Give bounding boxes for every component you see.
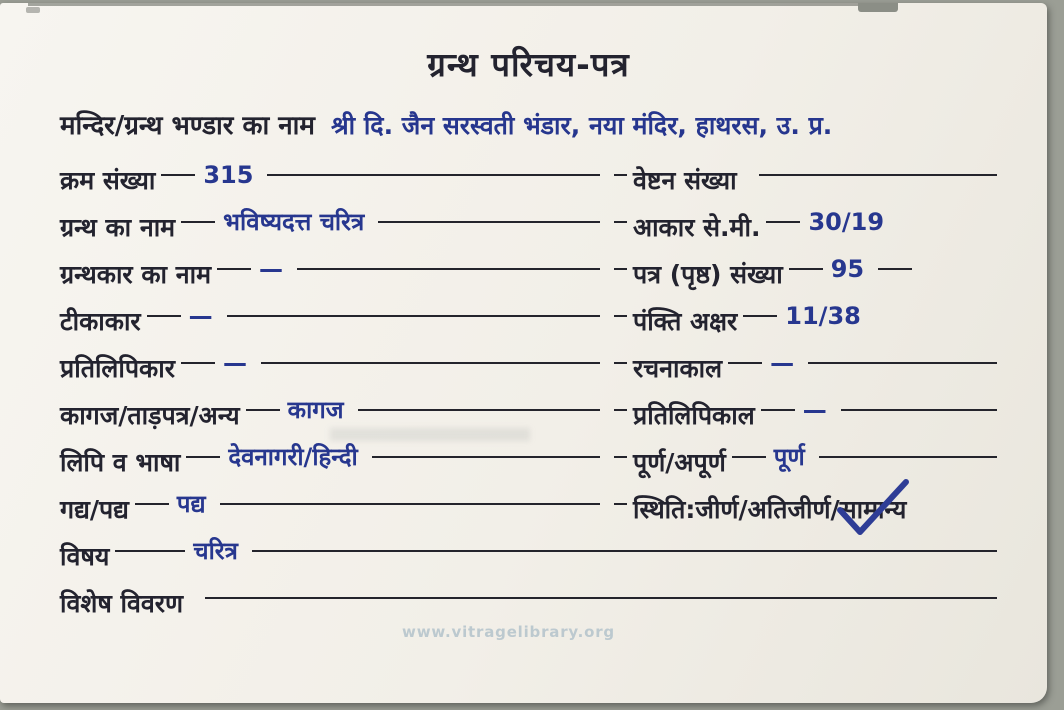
field-lines-letters [614,297,997,344]
rule-line [358,409,600,411]
rule-line [743,315,777,317]
field-label: वेष्टन संख्या [633,165,737,195]
field-label: टीकाकार [60,306,141,336]
rule-line [614,268,627,270]
field-label: पंक्ति अक्षर [633,306,738,336]
field-copy-date [614,391,997,438]
condition-option-label: सामान्य [839,494,907,524]
form-grid [60,156,997,626]
rule-line [227,315,600,317]
field-value: देवनागरी/हिन्दी [228,443,358,471]
field-value: — [188,301,213,330]
field-condition [614,485,997,532]
condition-checked-option [840,492,907,526]
field-value: — [802,395,827,424]
rule-line [878,268,912,270]
rule-line [161,174,195,176]
field-label: पूर्ण/अपूर्ण [633,447,726,477]
field-label: कागज/ताड़पत्र/अन्य [60,400,240,430]
rule-line [372,456,600,458]
rule-line [135,503,169,505]
form-row [60,156,997,203]
field-value: — [770,348,795,377]
rule-line [220,503,600,505]
rule-line [614,456,627,458]
form-row [60,532,997,579]
field-label: आकार से.मी. [633,212,761,242]
field-label: लिपि व भाषा [60,447,181,477]
field-label: पत्र (पृष्ठ) संख्या [633,259,783,289]
card-content [0,3,1047,703]
rule-line [761,409,795,411]
field-value: — [222,348,247,377]
field-label: प्रतिलिपिकाल [633,400,755,430]
rule-line [378,221,600,223]
field-value: भविष्यदत्त चरित्र [223,208,365,236]
field-label: रचनाकाल [633,353,723,383]
rule-line [186,456,220,458]
institution-value: श्री दि. जैन सरस्वती भंडार, नया मंदिर, हाथरस, उ. प्र. [330,111,833,140]
rule-line [728,362,762,364]
rule-line [732,456,766,458]
rule-line [246,409,280,411]
rule-line [115,550,185,552]
field-value: पूर्ण [773,443,805,471]
field-label: ग्रन्थकार का नाम [60,259,212,289]
catalog-card [0,3,1047,703]
field-label: विषय [60,541,110,571]
form-row [60,579,997,626]
field-value: — [259,254,284,283]
field-commentator [60,297,600,344]
rule-line [789,268,823,270]
rule-line [766,221,800,223]
field-value: पद्य [176,490,206,518]
rule-line [841,409,997,411]
field-value: चरित्र [193,537,238,565]
rule-line [614,409,627,411]
rule-line [614,174,627,176]
form-row [60,297,997,344]
form-row [60,344,997,391]
field-composition-date [614,344,997,391]
rule-line [147,315,181,317]
rule-line [819,456,997,458]
form-row [60,203,997,250]
rule-line [181,221,215,223]
rule-line [808,362,997,364]
field-label: गद्य/पद्य [60,494,129,524]
field-size-cm [614,203,997,250]
field-page-count [614,250,997,297]
field-prose-verse [60,485,600,532]
field-special-details [60,579,997,626]
field-value: कागज [287,396,344,424]
rule-line [759,174,997,176]
rule-line [614,221,627,223]
field-bundle-number [614,156,997,203]
rule-line [252,550,997,552]
field-label: क्रम संख्या [60,165,156,195]
field-label: ग्रन्थ का नाम [60,212,176,242]
rule-line [297,268,600,270]
form-row [60,391,997,438]
field-label: विशेष विवरण [60,588,184,618]
field-copyist [60,344,600,391]
field-complete-status [614,438,997,485]
rule-line [205,597,997,599]
field-label: प्रतिलिपिकार [60,353,175,383]
watermark: www.vitragelibrary.org [402,623,615,641]
card-title: ग्रन्थ परिचय-पत्र [427,45,630,84]
rule-line [217,268,251,270]
rule-line [181,362,215,364]
form-row [60,438,997,485]
field-author-name [60,250,600,297]
field-value: 95 [830,254,865,283]
rule-line [267,174,600,176]
rule-line [261,362,600,364]
field-value: 315 [203,160,254,189]
institution-label: मन्दिर/ग्रन्थ भण्डार का नाम [60,111,315,141]
field-serial-number [60,156,600,203]
institution-field [60,106,997,142]
field-script-language [60,438,600,485]
rule-line [614,503,627,505]
rule-line [614,315,627,317]
form-row [60,485,997,532]
field-value: 11/38 [785,301,861,330]
condition-label-prefix: स्थिति:जीर्ण/अतिजीर्ण/ [633,494,840,524]
form-row [60,250,997,297]
field-material [60,391,600,438]
field-book-name [60,203,600,250]
field-subject [60,532,997,579]
field-value: 30/19 [808,207,885,236]
rule-line [614,362,627,364]
